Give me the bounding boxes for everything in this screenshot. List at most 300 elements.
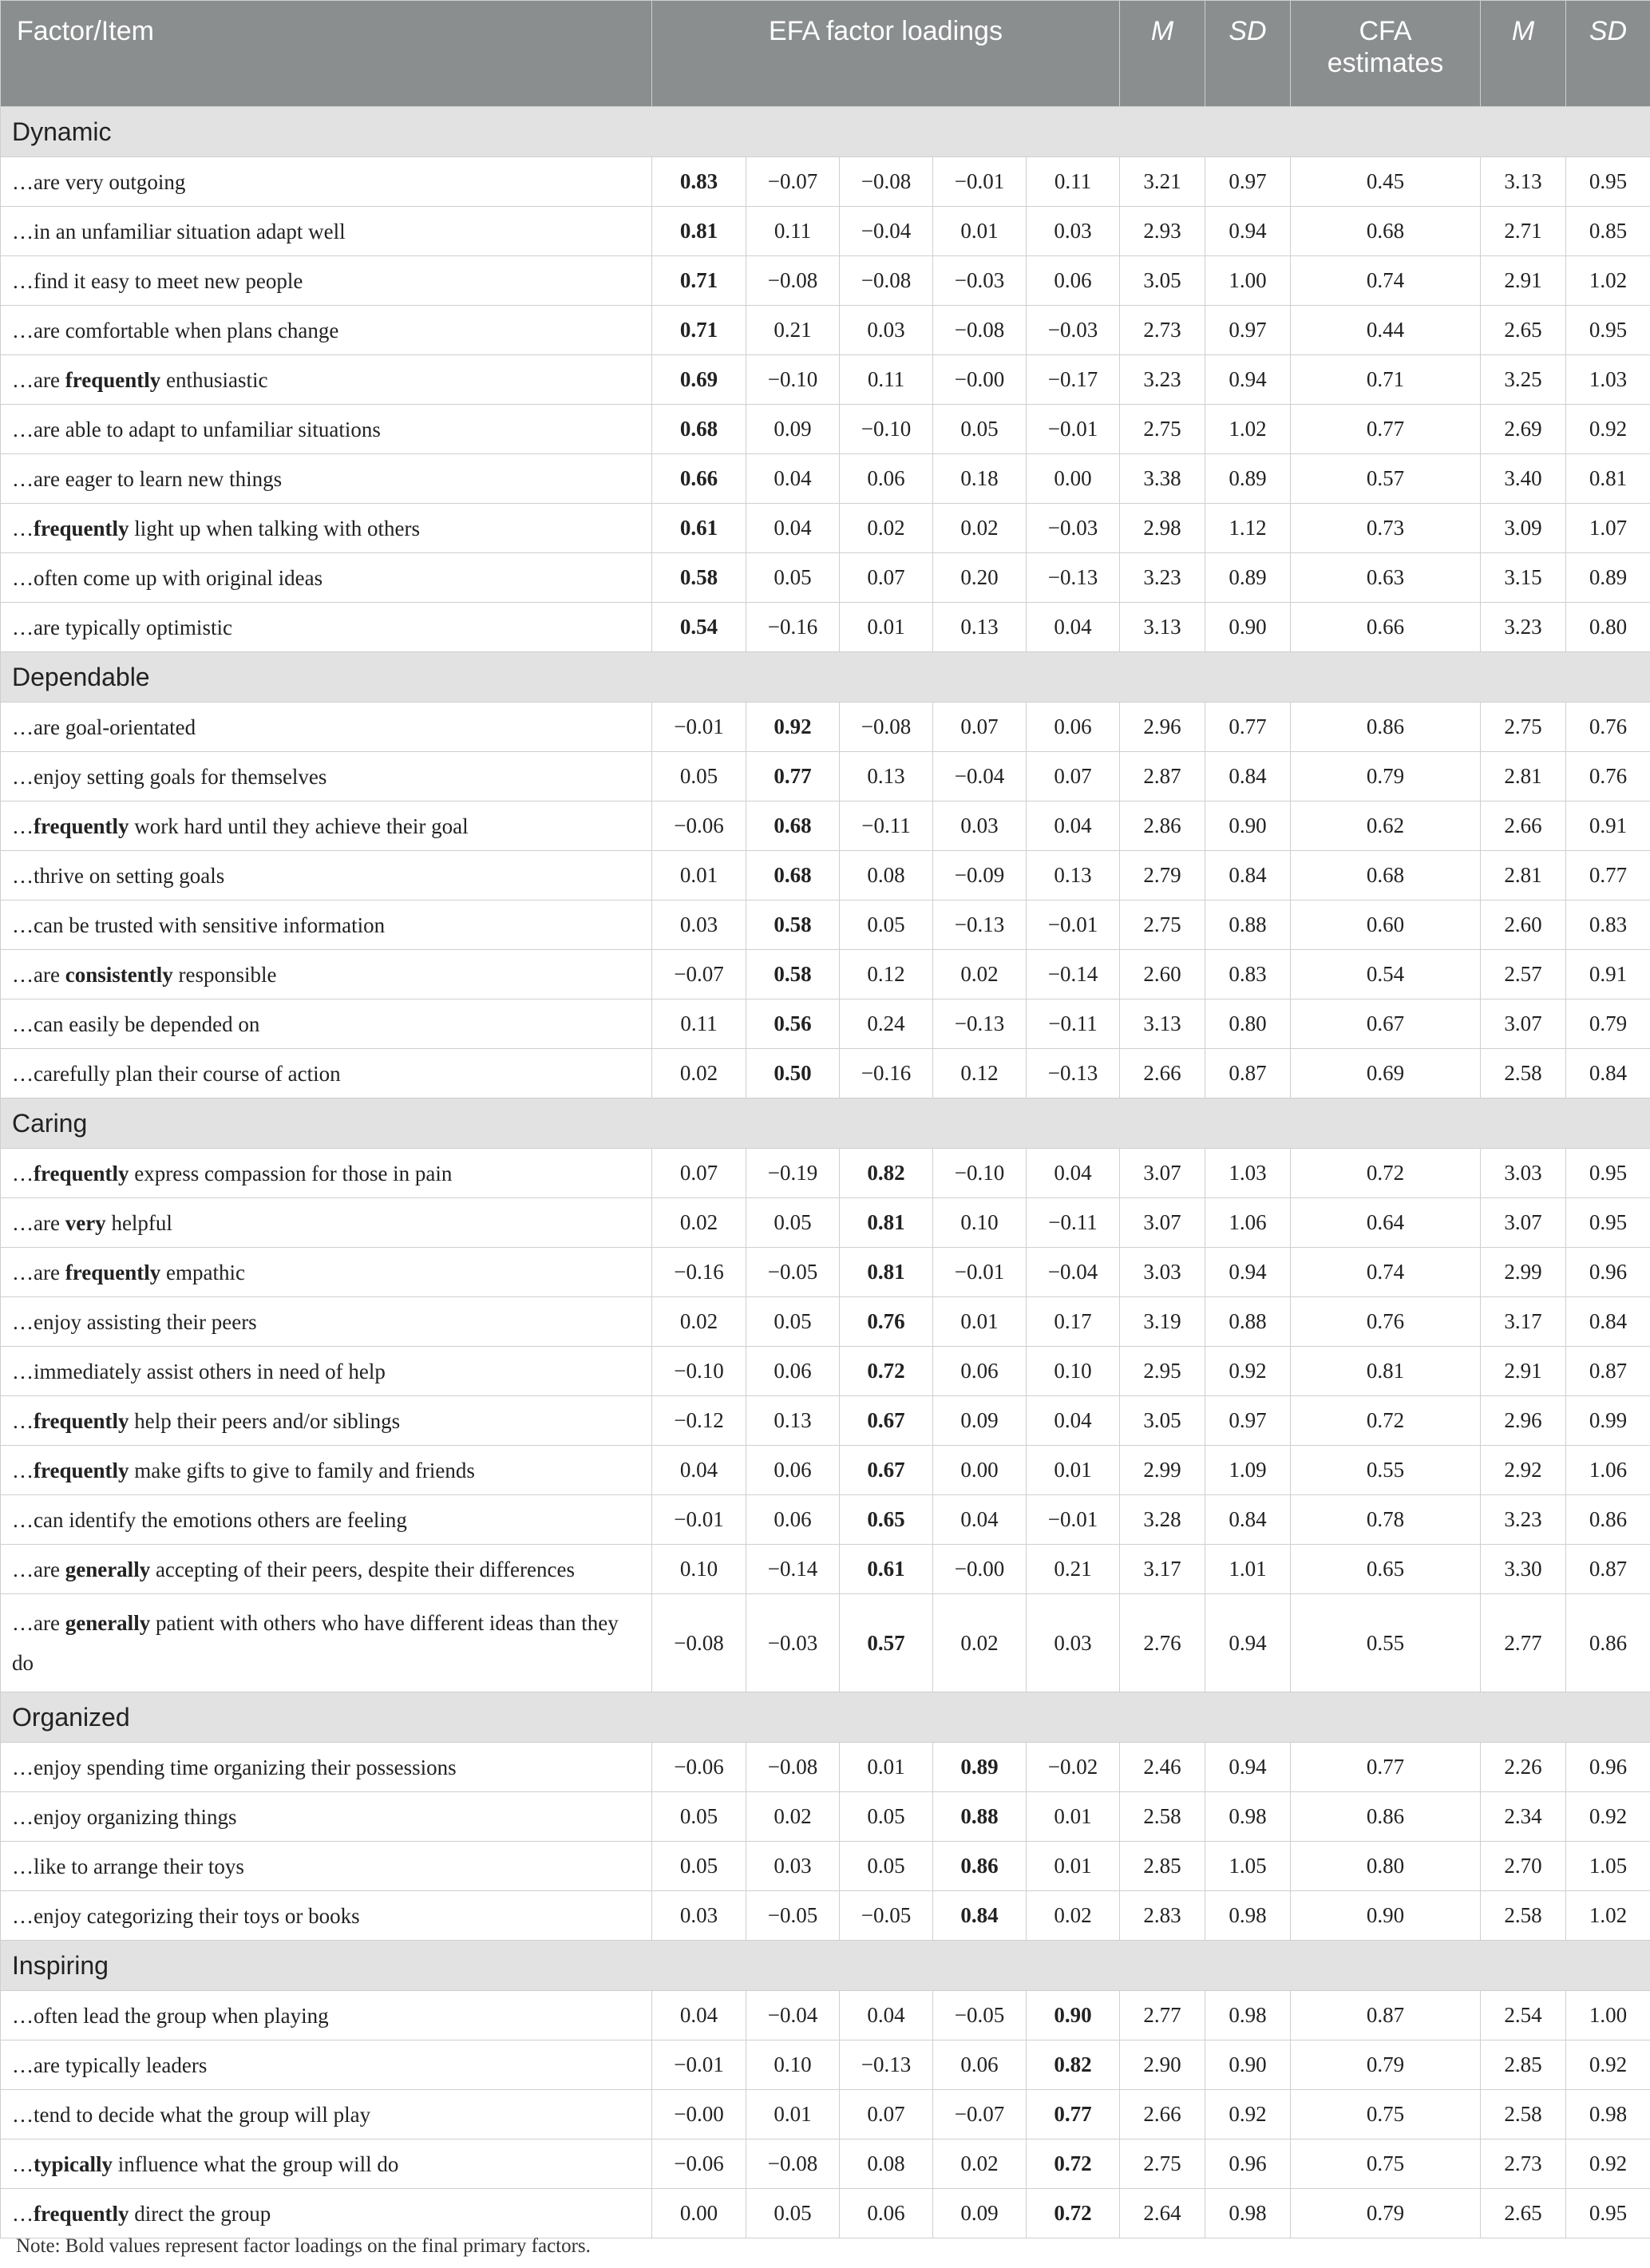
efa-loading-3 — [840, 1149, 933, 1198]
efa-loading-2: 0.05 — [746, 2189, 840, 2238]
efa-loading-1: −0.06 — [652, 1743, 746, 1792]
primary-loading: 0.84 — [960, 1903, 999, 1927]
item-text-start: …are able to adapt to unfamiliar situations — [12, 417, 381, 441]
efa-loading-4 — [933, 1842, 1027, 1891]
efa-loading-5: 0.13 — [1027, 851, 1120, 900]
efa-loading-3: 0.08 — [840, 2139, 933, 2189]
efa-loading-4: 0.13 — [933, 603, 1027, 652]
efa-loading-2: 0.05 — [746, 1297, 840, 1347]
primary-loading: 0.89 — [960, 1755, 999, 1779]
mean-1: 2.86 — [1120, 802, 1205, 851]
table-row — [1, 999, 1650, 1049]
sd-1: 0.98 — [1205, 2189, 1291, 2238]
item-text — [1, 1248, 652, 1297]
mean-1: 3.17 — [1120, 1545, 1205, 1594]
sd-2: 0.92 — [1566, 2139, 1650, 2189]
table-row — [1, 802, 1650, 851]
header-cfa-estimates: CFA estimates — [1291, 1, 1481, 107]
item-text-start: … — [12, 813, 34, 838]
mean-2: 3.13 — [1481, 157, 1566, 207]
efa-loading-5: 0.01 — [1027, 1792, 1120, 1842]
table-row — [1, 306, 1650, 355]
item-text — [1, 306, 652, 355]
item-text-start: …often lead the group when playing — [12, 2003, 329, 2028]
mean-1: 3.13 — [1120, 603, 1205, 652]
efa-loading-2 — [746, 752, 840, 802]
efa-loading-5: −0.04 — [1027, 1248, 1120, 1297]
efa-loading-3: −0.11 — [840, 802, 933, 851]
sd-2: 0.95 — [1566, 1149, 1650, 1198]
efa-loading-2: −0.08 — [746, 1743, 840, 1792]
efa-loading-2 — [746, 900, 840, 950]
efa-loading-5: −0.01 — [1027, 900, 1120, 950]
primary-loading: 0.61 — [867, 1557, 905, 1581]
item-text-end: work hard until they achieve their goal — [129, 813, 469, 838]
efa-loading-3: 0.04 — [840, 1991, 933, 2040]
efa-loading-2: 0.04 — [746, 454, 840, 504]
efa-loading-3: 0.13 — [840, 752, 933, 802]
mean-1: 3.13 — [1120, 999, 1205, 1049]
efa-loading-4: 0.01 — [933, 1297, 1027, 1347]
sd-1: 1.03 — [1205, 1149, 1291, 1198]
item-text-emphasis: consistently — [65, 962, 173, 987]
table-row — [1, 1842, 1650, 1891]
sd-2: 1.03 — [1566, 355, 1650, 405]
item-text-emphasis: generally — [65, 1557, 151, 1581]
item-text-start: …enjoy assisting their peers — [12, 1309, 257, 1334]
sd-2: 0.92 — [1566, 1792, 1650, 1842]
item-text-emphasis: frequently — [65, 367, 161, 392]
efa-loading-3: 0.02 — [840, 504, 933, 553]
cfa-estimate: 0.77 — [1291, 405, 1481, 454]
table-row — [1, 1495, 1650, 1545]
sd-1: 0.80 — [1205, 999, 1291, 1049]
cfa-estimate: 0.57 — [1291, 454, 1481, 504]
sd-2: 0.95 — [1566, 1198, 1650, 1248]
efa-loading-4: −0.09 — [933, 851, 1027, 900]
item-text — [1, 504, 652, 553]
primary-loading: 0.72 — [1054, 2151, 1092, 2175]
primary-loading: 0.88 — [960, 1804, 999, 1828]
item-text — [1, 454, 652, 504]
efa-loading-5: 0.00 — [1027, 454, 1120, 504]
efa-loading-5: 0.01 — [1027, 1842, 1120, 1891]
primary-loading: 0.81 — [867, 1210, 905, 1234]
efa-loading-5: 0.01 — [1027, 1446, 1120, 1495]
table-row — [1, 1792, 1650, 1842]
item-text-end: light up when talking with others — [129, 516, 420, 540]
item-text-start: …enjoy organizing things — [12, 1804, 237, 1829]
mean-1: 2.98 — [1120, 504, 1205, 553]
efa-loading-4 — [933, 1743, 1027, 1792]
mean-2: 2.91 — [1481, 1347, 1566, 1396]
efa-loading-3: 0.01 — [840, 603, 933, 652]
item-text-emphasis: frequently — [65, 1260, 161, 1284]
factor-group-label: Dynamic — [1, 107, 1650, 157]
item-text — [1, 355, 652, 405]
primary-loading: 0.54 — [679, 615, 718, 639]
sd-1: 0.89 — [1205, 553, 1291, 603]
sd-1: 0.90 — [1205, 603, 1291, 652]
mean-1: 2.73 — [1120, 306, 1205, 355]
item-text-end: enthusiastic — [160, 367, 268, 392]
efa-loading-4: −0.13 — [933, 900, 1027, 950]
cfa-estimate: 0.78 — [1291, 1495, 1481, 1545]
efa-loading-1: −0.00 — [652, 2090, 746, 2139]
efa-loading-2: 0.10 — [746, 2040, 840, 2090]
efa-loading-3 — [840, 1198, 933, 1248]
table-row — [1, 1149, 1650, 1198]
sd-2: 1.00 — [1566, 1991, 1650, 2040]
efa-loading-3 — [840, 1446, 933, 1495]
efa-loading-1: −0.08 — [652, 1594, 746, 1692]
table-row — [1, 752, 1650, 802]
primary-loading: 0.68 — [679, 417, 718, 441]
header-mean-1: M — [1120, 1, 1205, 107]
efa-loading-4: 0.05 — [933, 405, 1027, 454]
mean-1: 2.75 — [1120, 900, 1205, 950]
efa-loading-4: −0.00 — [933, 355, 1027, 405]
efa-loading-3: 0.08 — [840, 851, 933, 900]
item-text-emphasis: frequently — [34, 1408, 129, 1433]
efa-loading-1: −0.07 — [652, 950, 746, 999]
sd-2: 0.86 — [1566, 1495, 1650, 1545]
factor-group-label: Caring — [1, 1098, 1650, 1149]
factor-group-label: Inspiring — [1, 1941, 1650, 1991]
item-text-end: express compassion for those in pain — [129, 1161, 453, 1185]
sd-2: 0.84 — [1566, 1049, 1650, 1098]
cfa-estimate: 0.68 — [1291, 207, 1481, 256]
efa-loading-3: 0.07 — [840, 553, 933, 603]
efa-loading-4 — [933, 1891, 1027, 1941]
sd-1: 0.97 — [1205, 157, 1291, 207]
sd-2: 1.05 — [1566, 1842, 1650, 1891]
sd-1: 0.92 — [1205, 1347, 1291, 1396]
item-text-end: accepting of their peers, despite their differences — [150, 1557, 575, 1581]
item-text-start: …enjoy setting goals for themselves — [12, 764, 327, 789]
item-text — [1, 1446, 652, 1495]
table-row — [1, 603, 1650, 652]
sd-2: 0.80 — [1566, 603, 1650, 652]
sd-2: 0.91 — [1566, 950, 1650, 999]
sd-1: 0.94 — [1205, 1594, 1291, 1692]
item-text-emphasis: frequently — [34, 516, 129, 540]
cfa-estimate: 0.45 — [1291, 157, 1481, 207]
efa-loading-2: −0.19 — [746, 1149, 840, 1198]
efa-loading-4: −0.00 — [933, 1545, 1027, 1594]
efa-loading-4: −0.05 — [933, 1991, 1027, 2040]
table-row — [1, 851, 1650, 900]
item-text-start: …can identify the emotions others are feeling — [12, 1507, 407, 1532]
efa-loading-1: −0.10 — [652, 1347, 746, 1396]
cfa-estimate: 0.67 — [1291, 999, 1481, 1049]
sd-1: 0.84 — [1205, 851, 1291, 900]
efa-loading-5: −0.02 — [1027, 1743, 1120, 1792]
primary-loading: 0.83 — [679, 169, 718, 193]
efa-loading-2: 0.01 — [746, 2090, 840, 2139]
sd-1: 1.12 — [1205, 504, 1291, 553]
efa-loading-1: −0.06 — [652, 2139, 746, 2189]
item-text — [1, 1396, 652, 1446]
mean-2: 2.70 — [1481, 1842, 1566, 1891]
efa-loading-5: 0.07 — [1027, 752, 1120, 802]
sd-2: 0.77 — [1566, 851, 1650, 900]
sd-1: 1.02 — [1205, 405, 1291, 454]
primary-loading: 0.86 — [960, 1854, 999, 1878]
efa-loading-2: 0.06 — [746, 1446, 840, 1495]
efa-loading-3 — [840, 1248, 933, 1297]
item-text-start: …in an unfamiliar situation adapt well — [12, 219, 346, 243]
efa-loading-4: 0.02 — [933, 2139, 1027, 2189]
item-text — [1, 1297, 652, 1347]
efa-loading-3: −0.10 — [840, 405, 933, 454]
sd-1: 0.98 — [1205, 1991, 1291, 2040]
mean-1: 2.79 — [1120, 851, 1205, 900]
mean-1: 2.66 — [1120, 2090, 1205, 2139]
mean-1: 2.87 — [1120, 752, 1205, 802]
primary-loading: 0.82 — [1054, 2052, 1092, 2076]
primary-loading: 0.77 — [1054, 2102, 1092, 2126]
efa-loading-3 — [840, 1396, 933, 1446]
efa-loading-1: −0.12 — [652, 1396, 746, 1446]
item-text-start: …can easily be depended on — [12, 1011, 260, 1036]
primary-loading: 0.68 — [774, 863, 812, 887]
efa-loading-5: −0.01 — [1027, 1495, 1120, 1545]
efa-loading-4: 0.00 — [933, 1446, 1027, 1495]
table-row — [1, 703, 1650, 752]
item-text — [1, 851, 652, 900]
primary-loading: 0.57 — [867, 1631, 905, 1655]
mean-2: 2.99 — [1481, 1248, 1566, 1297]
mean-2: 2.73 — [1481, 2139, 1566, 2189]
item-text — [1, 2090, 652, 2139]
mean-1: 3.23 — [1120, 553, 1205, 603]
factor-group-row — [1, 107, 1650, 157]
item-text — [1, 553, 652, 603]
efa-loading-4: 0.04 — [933, 1495, 1027, 1545]
primary-loading: 0.67 — [867, 1458, 905, 1482]
efa-loading-2: 0.13 — [746, 1396, 840, 1446]
sd-2: 0.95 — [1566, 306, 1650, 355]
sd-1: 0.94 — [1205, 1743, 1291, 1792]
primary-loading: 0.58 — [774, 912, 812, 936]
efa-loading-1 — [652, 207, 746, 256]
efa-loading-1: −0.06 — [652, 802, 746, 851]
item-text — [1, 950, 652, 999]
cfa-estimate: 0.80 — [1291, 1842, 1481, 1891]
sd-1: 0.89 — [1205, 454, 1291, 504]
efa-loading-5: 0.11 — [1027, 157, 1120, 207]
mean-2: 3.07 — [1481, 1198, 1566, 1248]
efa-loading-2: 0.02 — [746, 1792, 840, 1842]
item-text — [1, 405, 652, 454]
primary-loading: 0.56 — [774, 1011, 812, 1035]
primary-loading: 0.81 — [679, 219, 718, 243]
factor-group-row — [1, 1941, 1650, 1991]
efa-loading-4: 0.09 — [933, 1396, 1027, 1446]
sd-1: 0.98 — [1205, 1891, 1291, 1941]
sd-2: 0.95 — [1566, 2189, 1650, 2238]
cfa-estimate: 0.90 — [1291, 1891, 1481, 1941]
sd-2: 0.87 — [1566, 1347, 1650, 1396]
item-text-start: … — [12, 2201, 34, 2226]
primary-loading: 0.65 — [867, 1507, 905, 1531]
item-text-emphasis: generally — [65, 1611, 151, 1635]
efa-loading-2 — [746, 950, 840, 999]
item-text-start: … — [12, 2151, 34, 2176]
efa-loading-1: 0.04 — [652, 1991, 746, 2040]
mean-2: 3.03 — [1481, 1149, 1566, 1198]
primary-loading: 0.58 — [679, 565, 718, 589]
cfa-estimate: 0.65 — [1291, 1545, 1481, 1594]
primary-loading: 0.68 — [774, 813, 812, 837]
efa-loading-4: 0.10 — [933, 1198, 1027, 1248]
primary-loading: 0.66 — [679, 466, 718, 490]
primary-loading: 0.50 — [774, 1061, 812, 1085]
sd-1: 0.77 — [1205, 703, 1291, 752]
item-text — [1, 1891, 652, 1941]
item-text-start: …immediately assist others in need of help — [12, 1359, 386, 1383]
mean-2: 2.81 — [1481, 851, 1566, 900]
table-note: Note: Bold values represent factor loadings on the final primary factors. — [16, 2235, 591, 2257]
item-text-start: …are typically optimistic — [12, 615, 232, 639]
item-text — [1, 900, 652, 950]
efa-loading-1: 0.02 — [652, 1049, 746, 1098]
efa-loading-3: −0.08 — [840, 703, 933, 752]
efa-loading-2: 0.21 — [746, 306, 840, 355]
efa-loading-5: 0.04 — [1027, 802, 1120, 851]
mean-1: 2.93 — [1120, 207, 1205, 256]
cfa-estimate: 0.81 — [1291, 1347, 1481, 1396]
item-text — [1, 207, 652, 256]
primary-loading: 0.82 — [867, 1161, 905, 1185]
efa-loading-2: 0.05 — [746, 1198, 840, 1248]
item-text-start: …find it easy to meet new people — [12, 268, 303, 293]
cfa-estimate: 0.66 — [1291, 603, 1481, 652]
item-text — [1, 157, 652, 207]
mean-2: 2.81 — [1481, 752, 1566, 802]
efa-loading-2: 0.09 — [746, 405, 840, 454]
efa-loading-5: 0.21 — [1027, 1545, 1120, 1594]
efa-loading-4: 0.18 — [933, 454, 1027, 504]
mean-1: 3.28 — [1120, 1495, 1205, 1545]
mean-2: 2.65 — [1481, 2189, 1566, 2238]
factor-group-row — [1, 652, 1650, 703]
efa-loading-2: −0.07 — [746, 157, 840, 207]
efa-loading-4: −0.03 — [933, 256, 1027, 306]
efa-loading-4: 0.06 — [933, 1347, 1027, 1396]
item-text — [1, 1347, 652, 1396]
efa-loading-1: 0.04 — [652, 1446, 746, 1495]
mean-2: 3.17 — [1481, 1297, 1566, 1347]
efa-loading-3: 0.06 — [840, 2189, 933, 2238]
efa-loading-2: 0.05 — [746, 553, 840, 603]
cfa-estimate: 0.79 — [1291, 2040, 1481, 2090]
efa-loading-5 — [1027, 2040, 1120, 2090]
header-sd-2: SD — [1566, 1, 1650, 107]
efa-loading-5: −0.14 — [1027, 950, 1120, 999]
item-text-end: help their peers and/or siblings — [129, 1408, 401, 1433]
table-row — [1, 504, 1650, 553]
mean-2: 2.92 — [1481, 1446, 1566, 1495]
efa-loading-3 — [840, 1495, 933, 1545]
sd-1: 0.90 — [1205, 802, 1291, 851]
efa-loading-1: −0.01 — [652, 703, 746, 752]
mean-2: 2.69 — [1481, 405, 1566, 454]
efa-loading-1: 0.05 — [652, 752, 746, 802]
primary-loading: 0.71 — [679, 318, 718, 342]
sd-2: 0.92 — [1566, 2040, 1650, 2090]
cfa-estimate: 0.79 — [1291, 752, 1481, 802]
table-row — [1, 1545, 1650, 1594]
item-text-start: …like to arrange their toys — [12, 1854, 244, 1878]
efa-loading-1: −0.16 — [652, 1248, 746, 1297]
mean-2: 3.30 — [1481, 1545, 1566, 1594]
sd-2: 1.07 — [1566, 504, 1650, 553]
mean-1: 3.23 — [1120, 355, 1205, 405]
mean-1: 2.95 — [1120, 1347, 1205, 1396]
item-text-start: …can be trusted with sensitive information — [12, 912, 386, 937]
mean-1: 2.58 — [1120, 1792, 1205, 1842]
efa-loading-3: 0.12 — [840, 950, 933, 999]
efa-loading-5 — [1027, 2090, 1120, 2139]
header-efa-loadings: EFA factor loadings — [652, 1, 1120, 107]
table-row — [1, 1743, 1650, 1792]
item-text-emphasis: frequently — [34, 2201, 129, 2226]
sd-2: 0.86 — [1566, 1594, 1650, 1692]
sd-2: 0.92 — [1566, 405, 1650, 454]
sd-1: 1.00 — [1205, 256, 1291, 306]
cfa-estimate: 0.74 — [1291, 1248, 1481, 1297]
efa-loading-4: −0.08 — [933, 306, 1027, 355]
table-row — [1, 1594, 1650, 1692]
efa-loading-3: 0.07 — [840, 2090, 933, 2139]
cfa-estimate: 0.77 — [1291, 1743, 1481, 1792]
mean-1: 2.96 — [1120, 703, 1205, 752]
efa-loading-5 — [1027, 2139, 1120, 2189]
mean-2: 2.71 — [1481, 207, 1566, 256]
mean-1: 3.19 — [1120, 1297, 1205, 1347]
item-text — [1, 256, 652, 306]
item-text — [1, 703, 652, 752]
sd-2: 0.76 — [1566, 752, 1650, 802]
mean-2: 2.34 — [1481, 1792, 1566, 1842]
cfa-estimate: 0.86 — [1291, 1792, 1481, 1842]
mean-1: 2.46 — [1120, 1743, 1205, 1792]
table-row — [1, 1198, 1650, 1248]
sd-2: 0.76 — [1566, 703, 1650, 752]
efa-loading-4: 0.01 — [933, 207, 1027, 256]
item-text-start: …are comfortable when plans change — [12, 318, 339, 342]
mean-1: 3.05 — [1120, 1396, 1205, 1446]
sd-1: 1.01 — [1205, 1545, 1291, 1594]
mean-2: 2.54 — [1481, 1991, 1566, 2040]
mean-2: 2.57 — [1481, 950, 1566, 999]
cfa-estimate: 0.68 — [1291, 851, 1481, 900]
item-text — [1, 1594, 652, 1692]
item-text-start: … — [12, 1161, 34, 1185]
table-row — [1, 355, 1650, 405]
sd-2: 0.95 — [1566, 157, 1650, 207]
cfa-estimate: 0.74 — [1291, 256, 1481, 306]
mean-1: 2.64 — [1120, 2189, 1205, 2238]
mean-1: 3.03 — [1120, 1248, 1205, 1297]
cfa-estimate: 0.64 — [1291, 1198, 1481, 1248]
efa-loading-5: 0.04 — [1027, 603, 1120, 652]
efa-loading-5: −0.03 — [1027, 306, 1120, 355]
cfa-estimate: 0.72 — [1291, 1396, 1481, 1446]
table-row — [1, 157, 1650, 207]
